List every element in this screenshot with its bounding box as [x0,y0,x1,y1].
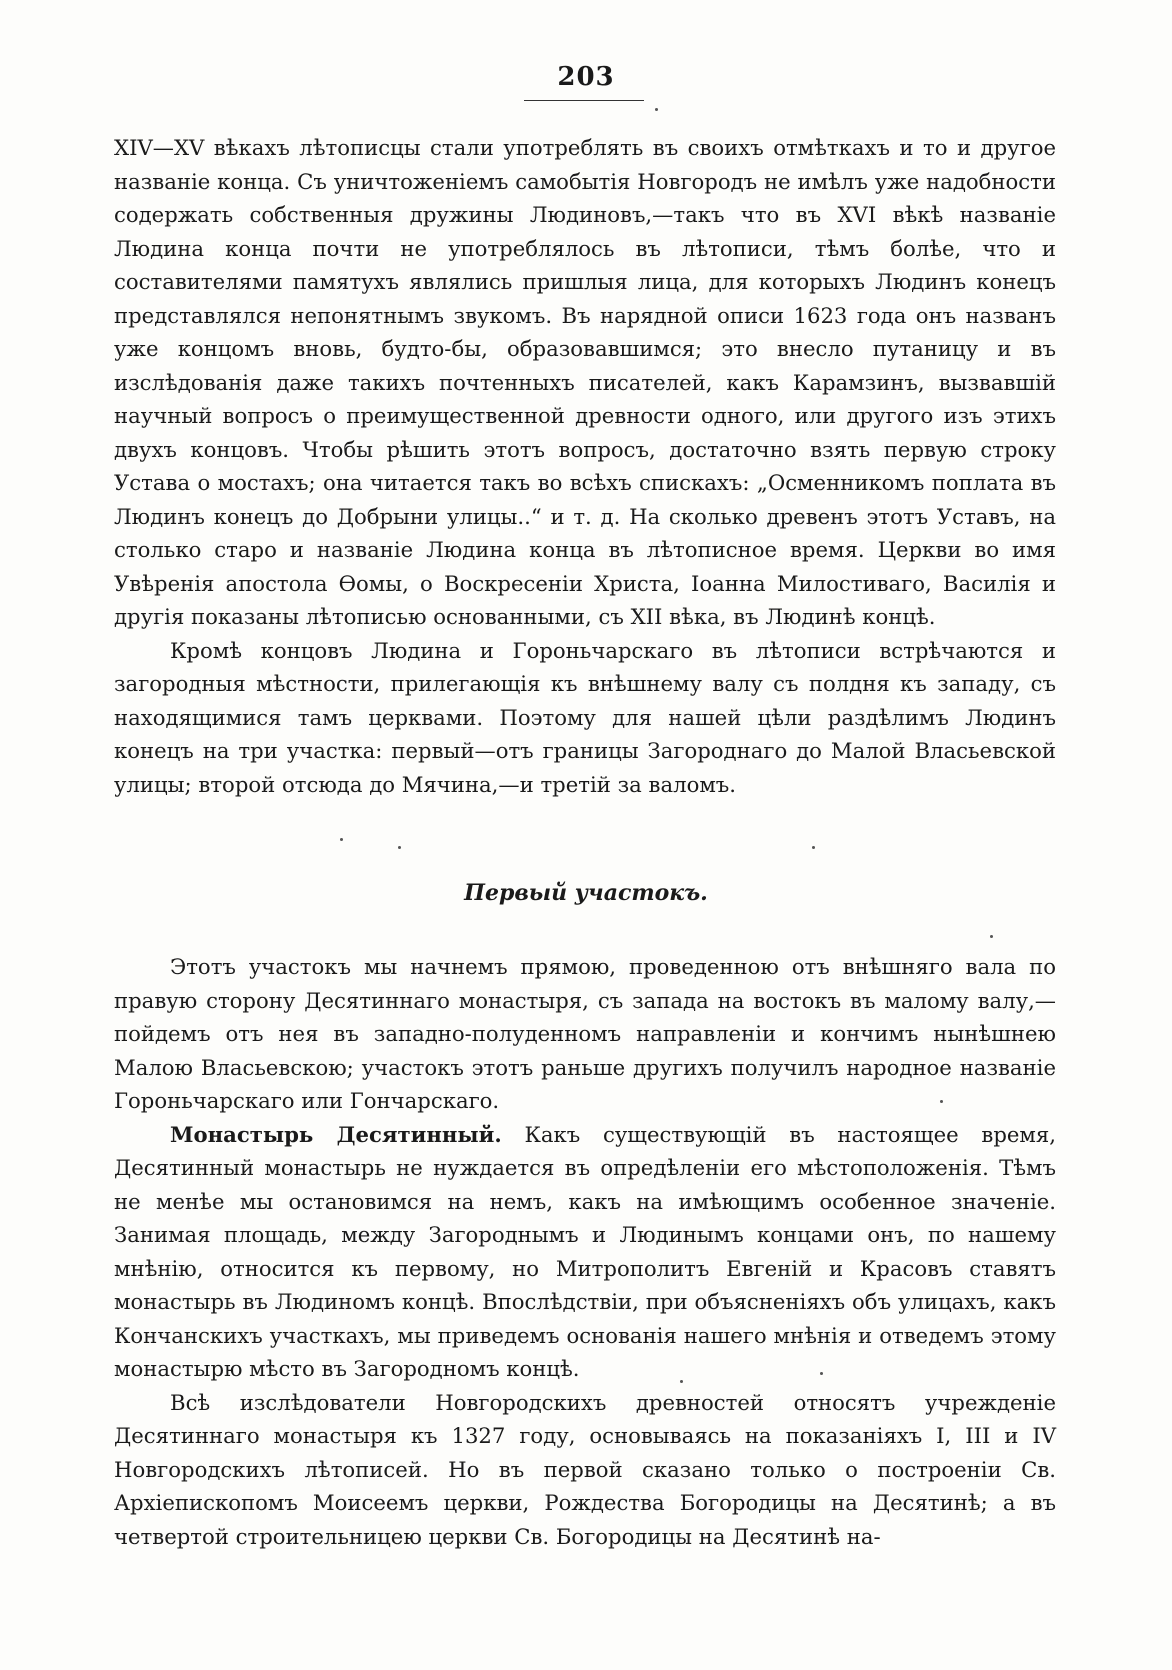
paragraph-text: Этотъ участокъ мы начнемъ прямою, проведенною отъ внѣшняго вала по правую сторону Десятиннаго монастыря, съ запада на востокъ въ малому валу,—пойдемъ отъ нея въ западно-полуденномъ направленіи и кончимъ нынѣшнею Малою Власьевскою; участокъ этотъ раньше другихъ получилъ народное названіе Гороньчарскаго или Гончарскаго. [114,954,1056,1113]
paragraph [114,950,1056,1118]
paragraph-text: Какъ существующій въ настоящее время, Десятинный монастырь не нуждается въ опредѣленіи его мѣстоположенія. Тѣмъ не менѣе мы остановимся на немъ, какъ на имѣющимъ особенное значеніе. Занимая площадь, между Загороднымъ и Людинымъ концами онъ, по нашему мнѣнію, относится къ первому, но Митрополитъ Евгеній и Красовъ ставятъ монастырь въ Людиномъ концѣ. Впослѣдствіи, при объясненіяхъ объ улицахъ, какъ Кончанскихъ участкахъ, мы приведемъ основанія нашего мнѣнія и отведемъ этому монастырю мѣсто въ Загородномъ концѣ. [114,1121,1056,1381]
text-block-top [114,131,1056,801]
text-block-bottom [114,950,1056,1553]
scan-speck [655,108,658,111]
page-number: 203 [557,62,615,92]
paragraph [114,1118,1056,1386]
page-number-rule [524,100,644,101]
scan-speck [340,838,343,841]
paragraph: Кромѣ концовъ Людина и Гороньчарскаго въ лѣтописи встрѣчаются и загородныя мѣстности, прилегающія къ внѣшнему валу съ полдня къ западу, съ находящимися тамъ церквами. Поэтому для нашей цѣли раздѣлимъ Людинъ конецъ на три участка: первый—отъ границы Загороднаго до Малой Власьевской улицы; второй отсюда до Мячина,—и третій за валомъ. [114,637,1056,797]
section-heading: Первый участокъ. [464,880,708,906]
scan-speck [940,1100,943,1103]
scan-speck [820,1372,823,1375]
scan-speck [398,846,401,849]
paragraph: XIV—XV вѣкахъ лѣтописцы стали употреблять въ своихъ отмѣткахъ и то и другое названіе конца. Съ уничтоженіемъ самобытія Новгородъ не имѣлъ уже надобности содержать собственныя дружины Людиновъ,—такъ что въ XVI вѣкѣ названіе Людина конца почти не употреблялось въ лѣтописи, тѣмъ болѣе, что и составителями памятухъ являлись пришлыя лица, для которыхъ Людинъ конецъ представлялся непонятнымъ звукомъ. Въ нарядной описи 1623 года онъ названъ уже концомъ вновь, будто-бы, образовавшимся; это внесло путаницу и въ изслѣдованія даже такихъ почтенныхъ писателей, какъ Карамзинъ, вызвавшій научный вопросъ о преимущественной древности одного, или другого изъ этихъ двухъ концовъ. Чтобы рѣшить этотъ вопросъ, достаточно взять первую строку Устава о мостахъ; она читается такъ во всѣхъ спискахъ: „Осменникомъ поплата въ Людинъ конецъ до Добрыни улицы..“ и т. д. На сколько древенъ этотъ Уставъ, на столько старо и названіе Людина конца въ лѣтописное время. Церкви во имя Увѣренія апостола Ѳомы, о Воскресеніи Христа, Іоанна Милостиваго, Василія и другія показаны лѣтописью основанными, съ XII вѣка, въ Людинѣ концѣ. [114,135,1056,629]
scan-speck [990,935,993,938]
paragraph-lead: Монастырь Десятинный. [170,1121,502,1147]
paragraph-text: Всѣ изслѣдователи Новгородскихъ древностей относятъ учрежденіе Десятиннаго монастыря къ 1327 году, основываясь на показаніяхъ I, III и IV Новгородскихъ лѣтописей. Но въ первой сказано только о построеніи Св. Архіепископомъ Моисеемъ церкви, Рождества Богородицы на Десятинѣ; а въ четвертой строительницею церкви Св. Богородицы на Десятинѣ на- [114,1389,1056,1549]
scan-speck [812,846,815,849]
paragraph [114,1386,1056,1554]
scan-speck [680,1380,683,1383]
